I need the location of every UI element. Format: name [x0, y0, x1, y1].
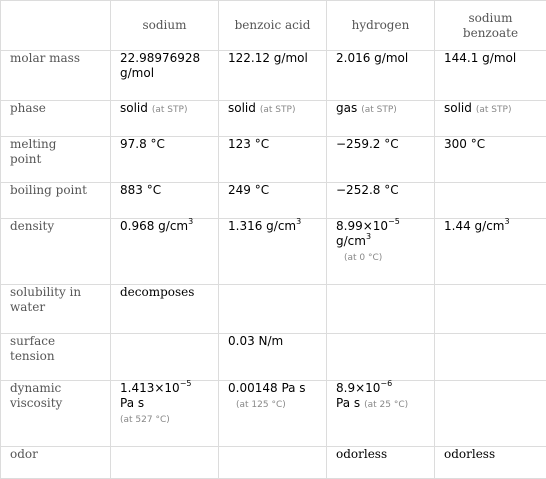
row-label-melting-point	[1, 137, 111, 183]
unit-exponent: 3	[504, 217, 509, 226]
cell-phase-sodium-benzoate	[435, 101, 546, 137]
unit-exponent: 3	[188, 217, 193, 226]
cell-surface-tension-benzoic-acid: 0.03 N/m	[219, 334, 327, 381]
cell-viscosity-hydrogen	[327, 381, 435, 447]
cell-molar-mass-benzoic-acid: 122.12 g/mol	[219, 51, 327, 101]
cell-solubility-benzoic-acid	[219, 285, 327, 334]
row-label-density: density	[1, 219, 111, 285]
cell-surface-tension-sodium-benzoate	[435, 334, 546, 381]
cell-density-benzoic-acid	[219, 219, 327, 285]
table-row-density	[1, 219, 546, 285]
column-header-benzoic-acid: benzoic acid	[219, 1, 327, 51]
cell-phase-sodium	[111, 101, 219, 137]
row-label-solubility	[1, 285, 111, 334]
table-row-odor	[1, 447, 546, 479]
phase-value: solid	[228, 101, 256, 115]
phase-value: solid	[120, 101, 148, 115]
cell-density-sodium	[111, 219, 219, 285]
row-label-line2: point	[10, 152, 41, 166]
cell-solubility-hydrogen	[327, 285, 435, 334]
viscosity-mantissa: 1.413×10	[120, 381, 180, 395]
cell-odor-benzoic-acid	[219, 447, 327, 479]
cell-molar-mass-sodium-benzoate: 144.1 g/mol	[435, 51, 546, 101]
cell-boiling-point-sodium-benzoate	[435, 183, 546, 219]
header-row	[1, 1, 546, 51]
row-label-line2: viscosity	[10, 396, 62, 410]
row-label-line1: solubility in	[10, 285, 81, 299]
unit-exponent: 3	[296, 217, 301, 226]
power-exponent: −5	[180, 379, 192, 388]
condition-note: (at STP)	[152, 105, 188, 115]
row-label-phase: phase	[1, 101, 111, 137]
viscosity-unit: Pa s	[336, 396, 360, 410]
phase-value: gas	[336, 101, 357, 115]
row-label-line1: dynamic	[10, 381, 61, 395]
table-row-solubility	[1, 285, 546, 334]
cell-solubility-sodium: decomposes	[111, 285, 219, 334]
condition-note: (at STP)	[476, 105, 512, 115]
row-label-line1: surface	[10, 334, 55, 348]
row-label-molar-mass: molar mass	[1, 51, 111, 101]
density-value: 1.316 g/cm	[228, 219, 296, 233]
viscosity-value: 0.00148 Pa s	[228, 381, 306, 395]
condition-note: (at STP)	[260, 105, 296, 115]
density-value: 0.968 g/cm	[120, 219, 188, 233]
row-label-boiling-point: boiling point	[1, 183, 111, 219]
condition-note: (at 125 °C)	[236, 400, 286, 410]
cell-melting-point-hydrogen: −259.2 °C	[327, 137, 435, 183]
column-header-sodium-benzoate-line1: sodium	[468, 11, 512, 25]
column-header-hydrogen: hydrogen	[327, 1, 435, 51]
table-row-boiling-point	[1, 183, 546, 219]
condition-note: (at 25 °C)	[364, 400, 408, 410]
corner-cell	[1, 1, 111, 51]
row-label-line2: water	[10, 300, 45, 314]
cell-solubility-sodium-benzoate	[435, 285, 546, 334]
column-header-sodium: sodium	[111, 1, 219, 51]
cell-molar-mass-sodium: 22.98976928 g/mol	[111, 51, 219, 101]
cell-odor-sodium	[111, 447, 219, 479]
density-value: 1.44 g/cm	[444, 219, 504, 233]
power-exponent: −6	[380, 379, 392, 388]
row-label-line2: tension	[10, 349, 55, 363]
cell-density-sodium-benzoate	[435, 219, 546, 285]
table-row-viscosity	[1, 381, 546, 447]
row-label-viscosity	[1, 381, 111, 447]
table-row-molar-mass	[1, 51, 546, 101]
cell-melting-point-benzoic-acid: 123 °C	[219, 137, 327, 183]
column-header-sodium-benzoate-line2: benzoate	[463, 26, 518, 40]
cell-boiling-point-sodium: 883 °C	[111, 183, 219, 219]
density-mantissa: 8.99×10	[336, 219, 388, 233]
column-header-sodium-benzoate	[435, 1, 546, 51]
condition-note: (at 0 °C)	[344, 253, 382, 263]
density-unit: g/cm	[336, 234, 366, 248]
condition-note: (at 527 °C)	[120, 415, 170, 425]
cell-viscosity-benzoic-acid	[219, 381, 327, 447]
row-label-odor: odor	[1, 447, 111, 479]
power-exponent: −5	[388, 217, 400, 226]
table-row-surface-tension	[1, 334, 546, 381]
row-label-line1: melting	[10, 137, 56, 151]
viscosity-unit: Pa s	[120, 396, 144, 410]
table-row-phase	[1, 101, 546, 137]
table-row-melting-point	[1, 137, 546, 183]
cell-molar-mass-hydrogen: 2.016 g/mol	[327, 51, 435, 101]
cell-viscosity-sodium	[111, 381, 219, 447]
cell-phase-benzoic-acid	[219, 101, 327, 137]
unit-exponent: 3	[366, 232, 371, 241]
cell-boiling-point-hydrogen: −252.8 °C	[327, 183, 435, 219]
cell-viscosity-sodium-benzoate	[435, 381, 546, 447]
cell-odor-sodium-benzoate: odorless	[435, 447, 546, 479]
cell-surface-tension-hydrogen	[327, 334, 435, 381]
cell-boiling-point-benzoic-acid: 249 °C	[219, 183, 327, 219]
cell-surface-tension-sodium	[111, 334, 219, 381]
row-label-surface-tension	[1, 334, 111, 381]
condition-note: (at STP)	[361, 105, 397, 115]
phase-value: solid	[444, 101, 472, 115]
viscosity-mantissa: 8.9×10	[336, 381, 380, 395]
cell-density-hydrogen	[327, 219, 435, 285]
cell-melting-point-sodium: 97.8 °C	[111, 137, 219, 183]
cell-phase-hydrogen	[327, 101, 435, 137]
cell-melting-point-sodium-benzoate: 300 °C	[435, 137, 546, 183]
cell-odor-hydrogen: odorless	[327, 447, 435, 479]
